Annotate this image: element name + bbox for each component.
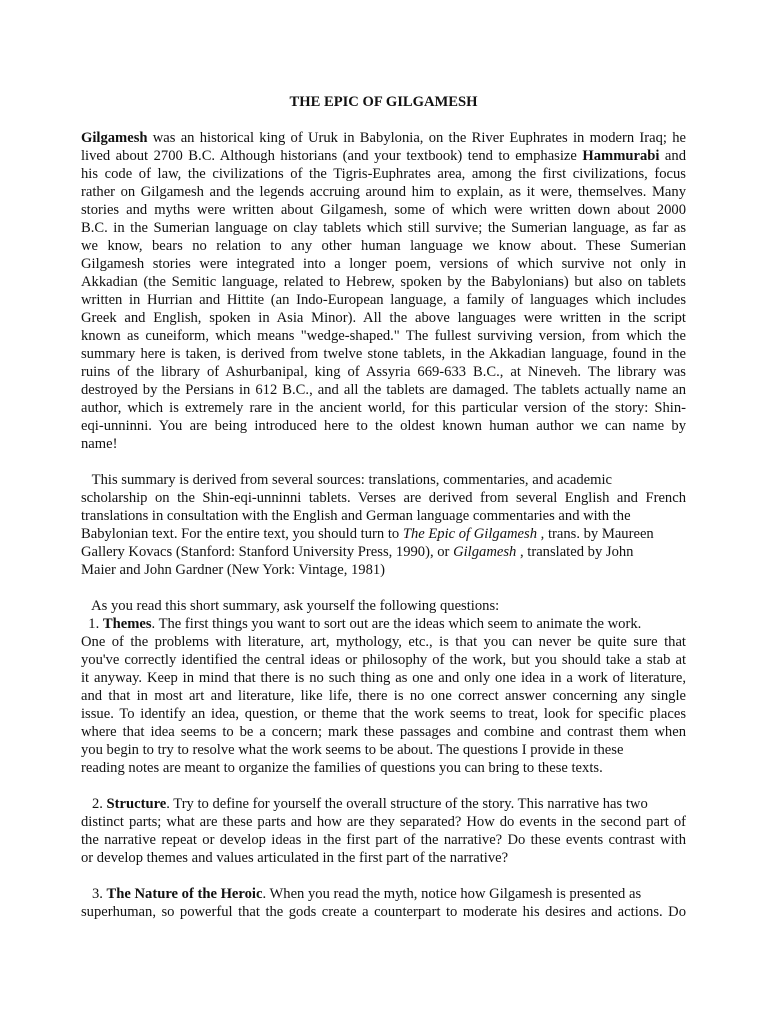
text-line: As you read this short summary, ask yourself the following questions: [81,598,500,614]
text-line: translations in consultation with the English and German language commentaries and with the [81,508,631,524]
text-line: eqi-unninni. You are being introduced here to the oldest known human author we can name by [81,418,686,434]
text-line: rather on Gilgamesh and the legends accruing around him to explain, as it were, themselves. Many [81,184,686,200]
text-line: Gilgamesh was an historical king of Uruk in Babylonia, on the River Euphrates in modern Iraq; he [81,130,686,146]
text-line: it anyway. Keep in mind that there is no such thing as one and only one idea in a work of literature, [81,670,686,686]
text-line: author, which is extremely rare in the ancient world, for this particular version of the story: Shin- [81,400,686,416]
text-line: issue. To identify an idea, question, or theme that the work seems to treat, look for specific places [81,706,686,722]
text-line: superhuman, so powerful that the gods create a counterpart to moderate his desires and actions. Do [81,904,686,920]
text-line: we know, bears no relation to any other human language we know about. These Sumerian [81,238,686,254]
text-line: summary here is taken, is derived from twelve stone tablets, in the Akkadian language, found in the [81,346,686,362]
text-line: Babylonian text. For the entire text, you should turn to The Epic of Gilgamesh , trans. by Maureen [81,526,654,542]
text-line: Greek and English, spoken in Asia Minor). All the above languages were written in the script [81,310,686,326]
text-line: known as cuneiform, which means "wedge-shaped." The fullest surviving version, from which the [81,328,686,344]
text-line: written in Hurrian and Hittite (an Indo-European language, a family of languages which includes [81,292,686,308]
text-line: you've correctly identified the central ideas or philosophy of the work, but you should take a stab at [81,652,686,668]
text-line: lived about 2700 B.C. Although historians (and your textbook) tend to emphasize Hammurabi and [81,148,686,164]
text-line: you begin to try to resolve what the work seems to be about. The questions I provide in these [81,742,624,758]
text-line: 3. The Nature of the Heroic. When you read the myth, notice how Gilgamesh is presented as [81,886,642,902]
text-line: where that idea seems to be a concern; mark these passages and combine and contrast them when [81,724,686,740]
text-line: the narrative repeat or develop ideas in the first part of the narrative? Do these events contrast with [81,832,686,848]
text-line: scholarship on the Shin-eqi-unninni tablets. Verses are derived from several English and French [81,490,686,506]
text-line: Gallery Kovacs (Stanford: Stanford University Press, 1990), or Gilgamesh , translated by John [81,544,634,560]
text-line: Gilgamesh stories were integrated into a longer poem, versions of which survive not only in [81,256,686,272]
text-line: reading notes are meant to organize the families of questions you can bring to these texts. [81,760,603,776]
text-line: and that in most art and literature, like life, there is no one correct answer concerning any single [81,688,686,704]
page-title: THE EPIC OF GILGAMESH [289,94,478,110]
text-line: destroyed by the Persians in 612 B.C., and all the tablets are damaged. The tablets actually name an [81,382,686,398]
text-line: name! [81,436,118,452]
text-line: Maier and John Gardner (New York: Vintage, 1981) [81,562,386,578]
text-line: Akkadian (the Semitic language, related to Hebrew, spoken by the Babylonians) but also on tablets [81,274,686,290]
text-line: stories and myths were written about Gilgamesh, some of which were written down about 2000 [81,202,686,218]
text-line: One of the problems with literature, art, mythology, etc., is that you can never be quite sure that [81,634,686,650]
text-line: distinct parts; what are these parts and how are they separated? How do events in the second part of [81,814,686,830]
text-line: his code of law, the civilizations of the Tigris-Euphrates area, among the first civilizations, focus [81,166,686,182]
text-line: B.C. in the Sumerian language on clay tablets which still survive; the Sumerian language, as far as [81,220,686,236]
text-line: This summary is derived from several sources: translations, commentaries, and academic [81,472,613,488]
text-line: 1. Themes. The first things you want to sort out are the ideas which seem to animate the work. [81,616,642,632]
text-line: 2. Structure. Try to define for yourself the overall structure of the story. This narrative has two [81,796,648,812]
text-line: or develop themes and values articulated in the first part of the narrative? [81,850,509,866]
text-line: ruins of the library of Ashurbanipal, king of Assyria 669-633 B.C., at Nineveh. The library was [81,364,686,380]
